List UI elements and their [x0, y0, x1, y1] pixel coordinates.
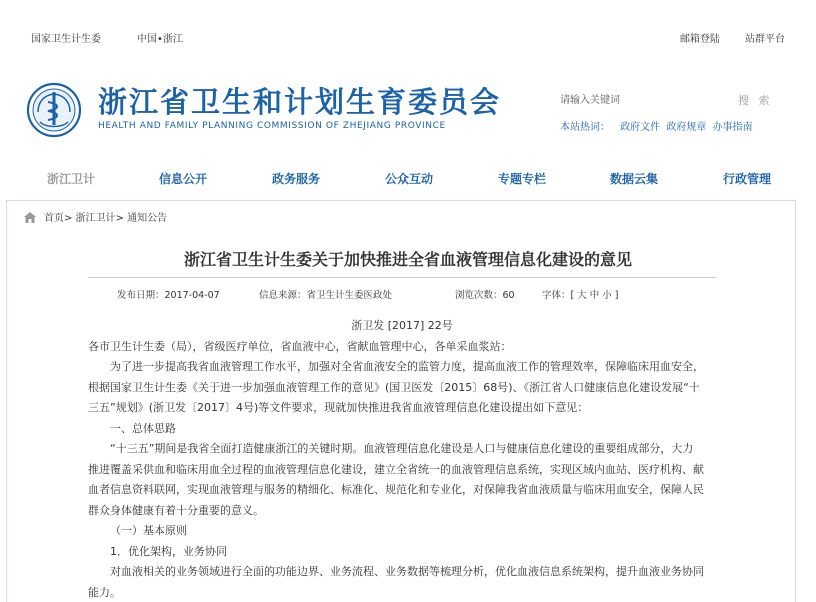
hot-words-label: 本站热词：	[560, 122, 610, 133]
section-heading: 一、总体思路	[110, 421, 176, 435]
info-source: 信息来源：省卫生计生委医政处	[259, 290, 393, 301]
nav-zhejiang-health[interactable]: 浙江卫计	[47, 172, 96, 186]
paragraph-line: 对血液相关的业务领域进行全面的功能边界、业务流程、业务数据等梳理分析，优化血液信息系统架构，提升血液业务协同	[110, 565, 704, 578]
hot-word-gov-docs[interactable]: 政府文件	[620, 122, 661, 133]
nav-admin-management[interactable]: 行政管理	[723, 172, 772, 186]
paragraph-line: 三五”规划》(浙卫发〔2017〕4号)等文件要求，现就加快推进我省血液管理信息化建设提出如下意见：	[88, 401, 589, 414]
paragraph-line: “十三五”期间是我省全面打造健康浙江的关键时期。血液管理信息化建设是人口与健康信息化建设的重要组成部分，大力	[110, 442, 694, 455]
hot-word-service-guide[interactable]: 办事指南	[712, 122, 753, 133]
site-title: 浙江省卫生和计划生育委员会	[98, 85, 502, 119]
hot-word-gov-rules[interactable]: 政府规章	[666, 122, 707, 133]
document-number: 浙卫发 [2017] 22号	[351, 319, 453, 332]
publish-date: 发布日期：2017-04-07	[117, 290, 220, 301]
top-bar	[0, 0, 816, 70]
font-size-selector[interactable]: 字体：[ 大 中 小 ]	[542, 290, 619, 301]
search-input[interactable]	[560, 91, 728, 109]
subsection-heading: （一）基本原则	[110, 524, 187, 537]
article-body	[88, 316, 716, 602]
principle-heading: 1．优化架构，业务协同	[110, 544, 227, 558]
paragraph-line: 推进覆盖采供血和临床用血全过程的血液管理信息化建设，建立全省统一的血液管理信息系统，实现区域内血站、医疗机构、献	[88, 462, 704, 476]
addressee-line: 各市卫生计生委（局），省级医疗单位，省血液中心，省献血管理中心，各单采血浆站：	[88, 339, 512, 353]
paragraph-line: 为了进一步提高我省血液管理工作水平，加强对全省血液安全的监管力度，提高血液工作的管理效率，保障临床用血安全，	[110, 360, 704, 373]
hot-words	[560, 118, 753, 133]
link-nhfpc[interactable]: 国家卫生计生委	[31, 34, 101, 45]
paragraph-line: 根据国家卫生计生委《关于进一步加强血液管理工作的意见》(国卫医发〔2015〕68号)、《浙江省人口健康信息化建设发展“十	[88, 380, 700, 394]
breadcrumb-text[interactable]: 首页> 浙江卫计> 通知公告	[44, 213, 168, 224]
nav-gov-services[interactable]: 政务服务	[272, 172, 321, 186]
site-title-english: HEALTH AND FAMILY PLANNING COMMISSION OF ZHEJIANG PROVINCE	[98, 121, 446, 131]
view-count: 浏览次数：60	[455, 290, 515, 301]
commission-logo[interactable]	[26, 82, 82, 138]
paragraph-line: 群众身体健康有着十分重要的意义。	[88, 503, 264, 517]
nav-info-disclosure[interactable]: 信息公开	[159, 172, 208, 186]
nav-special-topics[interactable]: 专题专栏	[498, 172, 547, 186]
link-china-zhejiang[interactable]: 中国•浙江	[137, 34, 183, 45]
home-icon	[24, 212, 36, 223]
paragraph-line: 能力。	[88, 585, 121, 599]
article-title: 浙江省卫生计生委关于加快推进全省血液管理信息化建设的意见	[183, 250, 632, 269]
paragraph-line: 血者信息资料联网，实现血液管理与服务的精细化、标准化、规范化和专业化，对保障我省血液质量与临床用血安全，保障人民	[88, 483, 704, 496]
breadcrumb	[24, 209, 167, 224]
link-mail-login[interactable]: 邮箱登陆	[680, 34, 720, 45]
title-divider	[88, 277, 716, 278]
nav-public-interaction[interactable]: 公众互动	[385, 172, 434, 186]
link-site-group[interactable]: 站群平台	[745, 34, 785, 45]
search-button[interactable]: 搜 索	[738, 94, 773, 107]
main-nav	[0, 170, 816, 190]
nav-data-cloud[interactable]: 数据云集	[610, 172, 659, 186]
